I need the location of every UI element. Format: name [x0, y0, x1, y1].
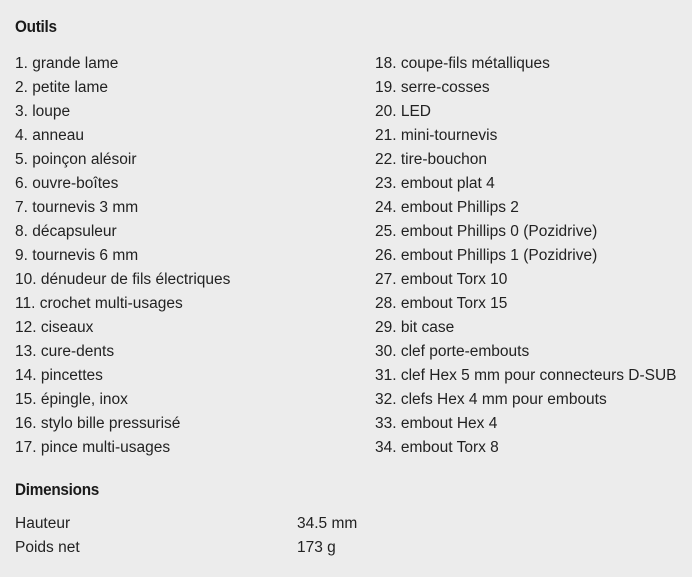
tool-item: 7. tournevis 3 mm [15, 199, 139, 216]
tool-item: 20. LED [375, 103, 432, 120]
tools-heading: Outils [15, 17, 57, 36]
tool-item: 6. ouvre-boîtes [15, 175, 119, 192]
tool-item: 8. décapsuleur [15, 223, 117, 240]
tool-item: 32. clefs Hex 4 mm pour embouts [375, 391, 607, 408]
tool-item: 9. tournevis 6 mm [15, 247, 139, 264]
tool-item: 3. loupe [15, 103, 71, 120]
tool-item: 17. pince multi-usages [15, 439, 171, 456]
tool-item: 26. embout Phillips 1 (Pozidrive) [375, 247, 598, 264]
dimension-row [15, 512, 675, 536]
tool-item: 23. embout plat 4 [375, 175, 495, 192]
tool-item: 12. ciseaux [15, 319, 94, 336]
tool-item: 16. stylo bille pressurisé [15, 415, 181, 432]
tool-item: 27. embout Torx 10 [375, 271, 508, 288]
dimension-value: 34.5 mm [297, 515, 358, 532]
tool-item: 30. clef porte-embouts [375, 343, 530, 360]
tool-item: 22. tire-bouchon [375, 151, 488, 168]
tools-list-right [375, 52, 677, 460]
tool-item: 5. poinçon alésoir [15, 151, 137, 168]
tools-list-left [15, 52, 230, 460]
tool-item: 14. pincettes [15, 367, 103, 384]
tool-item: 33. embout Hex 4 [375, 415, 498, 432]
tool-item: 2. petite lame [15, 79, 109, 96]
tool-item: 18. coupe-fils métalliques [375, 55, 550, 72]
tool-item: 25. embout Phillips 0 (Pozidrive) [375, 223, 598, 240]
tool-item: 13. cure-dents [15, 343, 115, 360]
tool-item: 21. mini-tournevis [375, 127, 498, 144]
tool-item: 4. anneau [15, 127, 84, 144]
tool-item: 34. embout Torx 8 [375, 439, 499, 456]
tool-item: 15. épingle, inox [15, 391, 128, 408]
tool-item: 11. crochet multi-usages [15, 295, 183, 312]
tool-item: 28. embout Torx 15 [375, 295, 508, 312]
dimension-value: 173 g [297, 539, 336, 556]
dimensions-table [15, 512, 675, 560]
dimension-label: Poids net [15, 539, 80, 556]
tool-item: 31. clef Hex 5 mm pour connecteurs D-SUB [375, 367, 677, 384]
dimension-row [15, 536, 675, 560]
dimension-label: Hauteur [15, 515, 71, 532]
tool-item: 29. bit case [375, 319, 455, 336]
tool-item: 10. dénudeur de fils électriques [15, 271, 231, 288]
dimensions-heading: Dimensions [15, 480, 100, 499]
tool-item: 1. grande lame [15, 55, 119, 72]
tool-item: 19. serre-cosses [375, 79, 490, 96]
tool-item: 24. embout Phillips 2 [375, 199, 519, 216]
